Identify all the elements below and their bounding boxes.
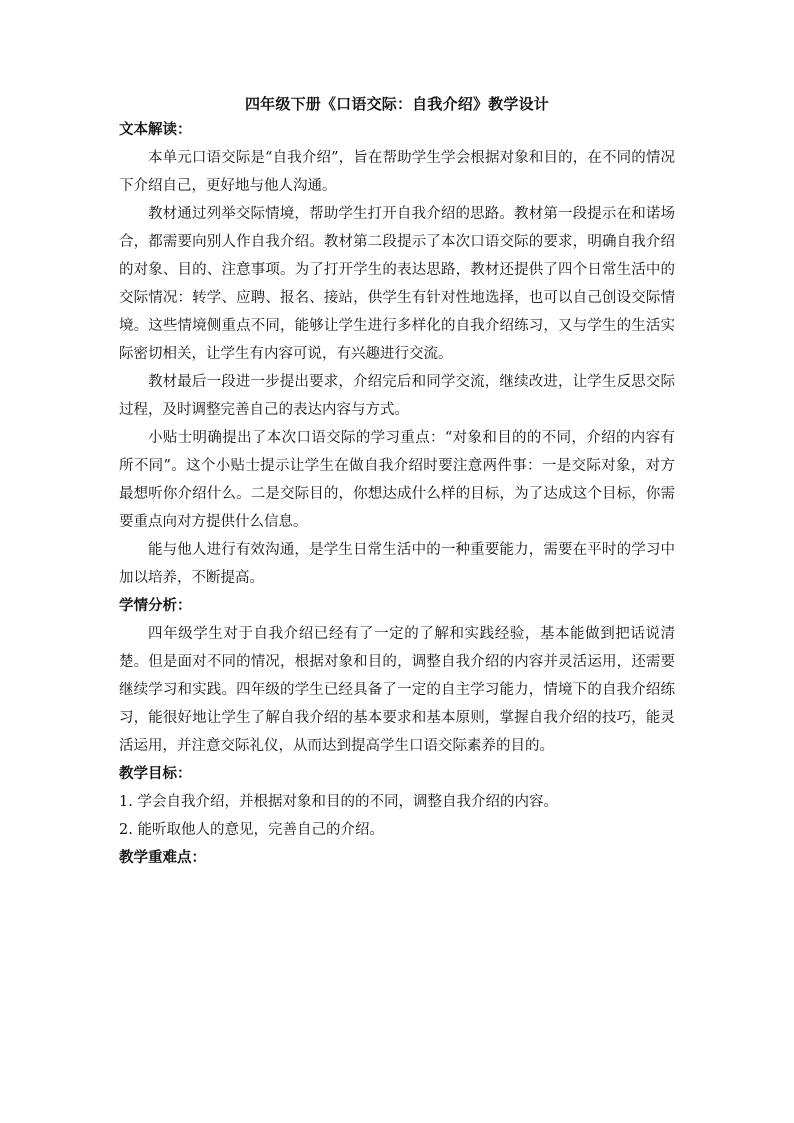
document-title: 四年级下册《口语交际：自我介绍》教学设计 xyxy=(244,95,549,113)
section-learner-analysis xyxy=(119,592,675,760)
section-key-difficulties xyxy=(119,844,675,872)
section-heading: 文本解读： xyxy=(119,121,192,138)
section-heading: 教学目标： xyxy=(119,765,192,782)
list-item: 2. 能听取他人的意见，完善自己的介绍。 xyxy=(119,822,384,838)
section-heading: 学情分析： xyxy=(119,597,192,614)
paragraph: 能与他人进行有效沟通，是学生日常生活中的一种重要能力，需要在平时的学习中加以培养，不断提高。 xyxy=(119,542,675,586)
list-item: 1. 学会自我介绍，并根据对象和目的的不同，调整自我介绍的内容。 xyxy=(119,794,558,810)
document-page xyxy=(119,92,675,872)
paragraph: 四年级学生对于自我介绍已经有了一定的了解和实践经验，基本能做到把话说清楚。但是面对不同的情况，根据对象和目的，调整自我介绍的内容并灵活运用，还需要继续学习和实践。四年级的学生已经具备了一定的自主学习能力，情境下的自我介绍练习，能很好地让学生了解自我介绍的基本要求和基本原则，掌握自我介绍的技巧，能灵活运用，并注意交际礼仪，从而达到提高学生口语交际素养的目的。 xyxy=(119,626,675,754)
paragraph: 小贴士明确提出了本次口语交际的学习重点：“对象和目的的不同，介绍的内容有所不同”。这个小贴士提示让学生在做自我介绍时要注意两件事：一是交际对象，对方最想听你介绍什么。二是交际目的，你想达成什么样的目标，为了达成这个目标，你需要重点向对方提供什么信息。 xyxy=(119,430,675,530)
section-text-interpretation xyxy=(119,116,675,592)
section-teaching-goals xyxy=(119,760,675,844)
paragraph: 教材最后一段进一步提出要求，介绍完后和同学交流，继续改进，让学生反思交际过程，及时调整完善自己的表达内容与方式。 xyxy=(119,374,675,418)
paragraph: 教材通过列举交际情境，帮助学生打开自我介绍的思路。教材第一段提示在和诺场合，都需要向别人作自我介绍。教材第二段提示了本次口语交际的要求，明确自我介绍的对象、目的、注意事项。为了打开学生的表达思路，教材还提供了四个日常生活中的交际情况：转学、应聘、报名、接站，供学生有针对性地选择，也可以自己创设交际情境。这些情境侧重点不同，能够让学生进行多样化的自我介绍练习，又与学生的生活实际密切相关，让学生有内容可说，有兴趣进行交流。 xyxy=(119,206,675,362)
section-heading: 教学重难点： xyxy=(119,849,206,866)
paragraph: 本单元口语交际是“自我介绍”，旨在帮助学生学会根据对象和目的，在不同的情况下介绍自己，更好地与他人沟通。 xyxy=(119,150,675,194)
